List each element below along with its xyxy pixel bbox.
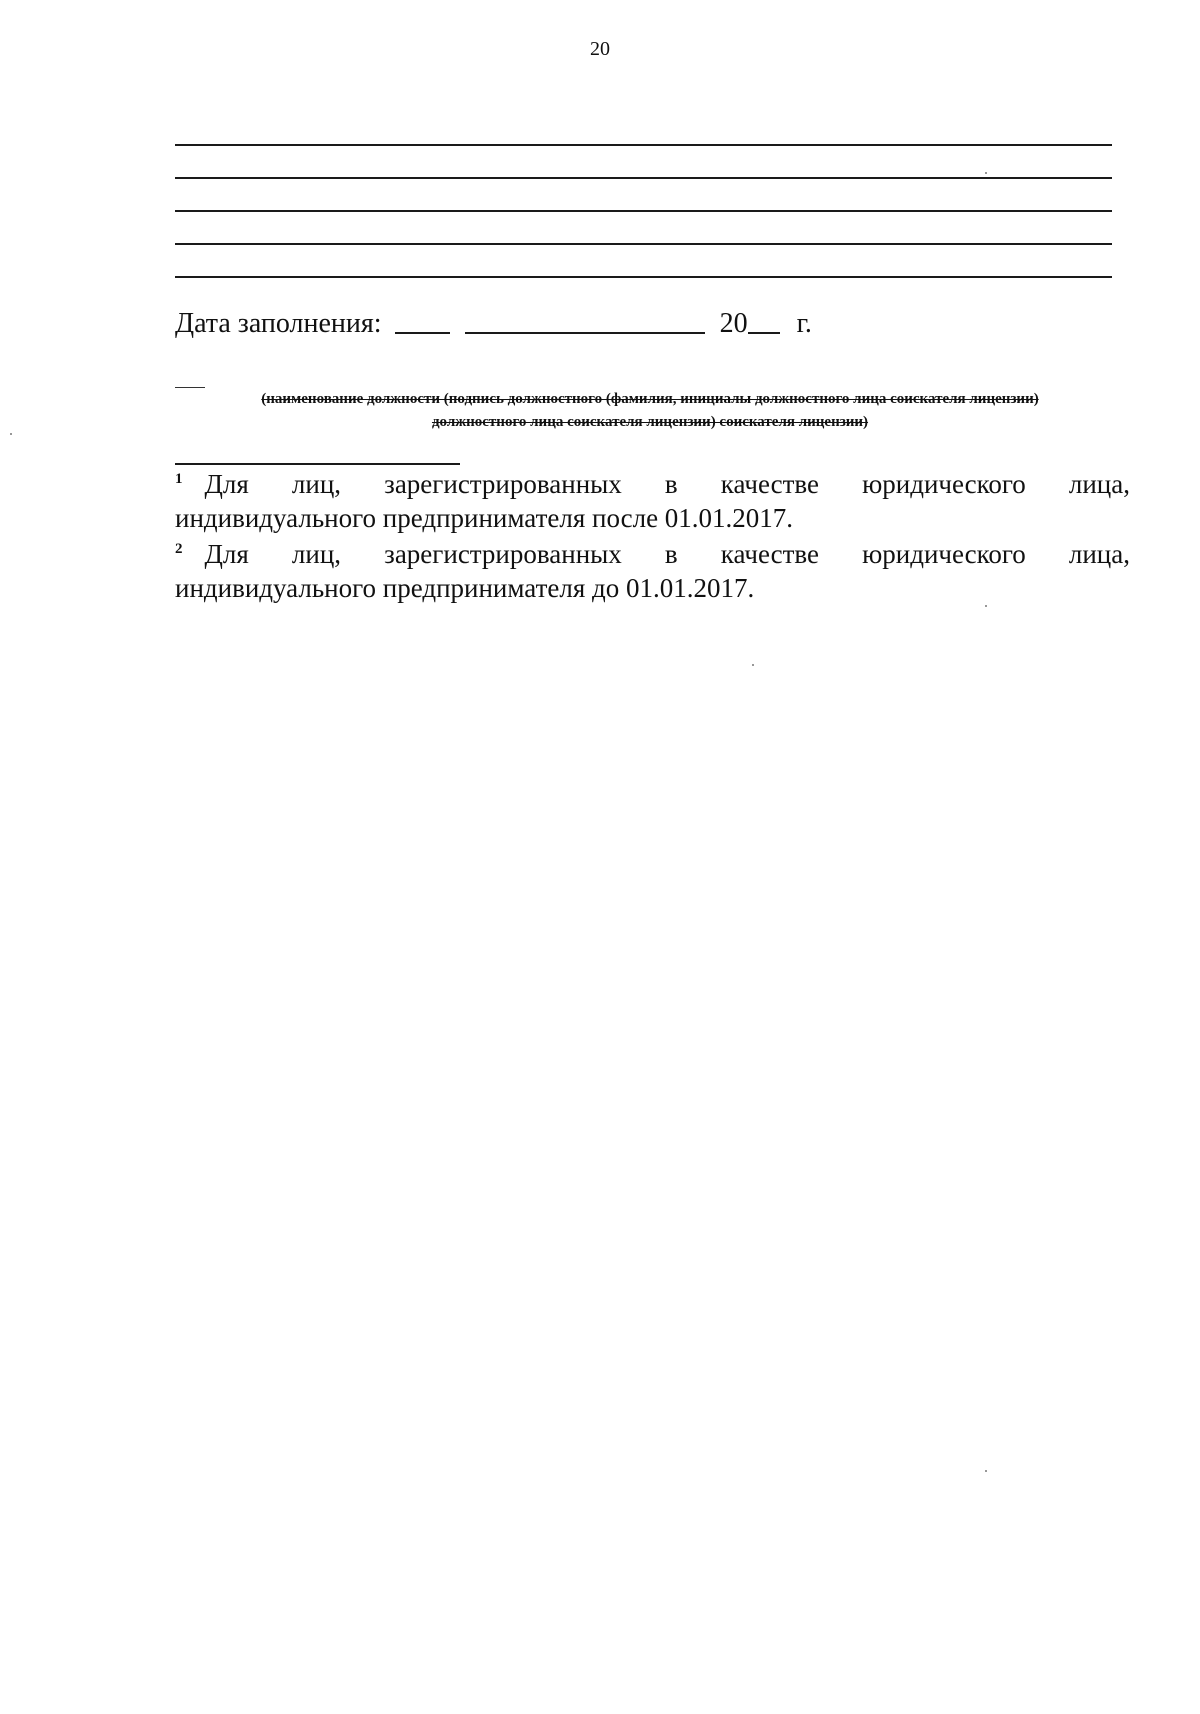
footnote-1-mark: 1 (175, 471, 183, 487)
date-row (175, 308, 812, 340)
scan-speck (10, 433, 12, 435)
footnote-2-line-1: Для лиц, зарегистрированных в качестве юридического лица, (204, 539, 1130, 569)
scan-speck (752, 664, 754, 666)
year-suffix: г. (796, 308, 812, 339)
scan-speck (985, 1470, 987, 1472)
blank-fill-line-5[interactable] (175, 276, 1112, 278)
month-blank[interactable] (465, 332, 705, 334)
blank-fill-line-4[interactable] (175, 243, 1112, 245)
blank-fill-line-1[interactable] (175, 144, 1112, 146)
signature-caption-line-2: должностного лица соискателя лицензии) соискателя лицензии) (431, 413, 869, 430)
footnote-1-line-1: Для лиц, зарегистрированных в качестве юридического лица, (204, 469, 1130, 499)
page-number: 20 (590, 38, 610, 60)
footnote-1 (175, 462, 1130, 535)
footnote-1-line-2: индивидуального предпринимателя после 01.01.2017. (175, 503, 794, 533)
scan-speck (985, 172, 987, 174)
blank-fill-line-3[interactable] (175, 210, 1112, 212)
date-label: Дата заполнения: (175, 308, 382, 339)
footnote-2-mark: 2 (175, 541, 183, 557)
signature-caption-line-1: (наименование должности (подпись должностного (фамилия, инициалы должностного лица соискателя лицензии) (261, 391, 1039, 407)
signature-caption (195, 388, 1105, 433)
footnote-2 (175, 532, 1130, 605)
footnote-2-line-2: индивидуального предпринимателя до 01.01.2017. (175, 573, 755, 603)
day-blank[interactable] (395, 332, 450, 334)
blank-fill-line-2[interactable] (175, 177, 1112, 179)
year-prefix: 20 (719, 308, 748, 339)
year-blank[interactable] (748, 332, 780, 334)
scan-speck (985, 605, 987, 607)
